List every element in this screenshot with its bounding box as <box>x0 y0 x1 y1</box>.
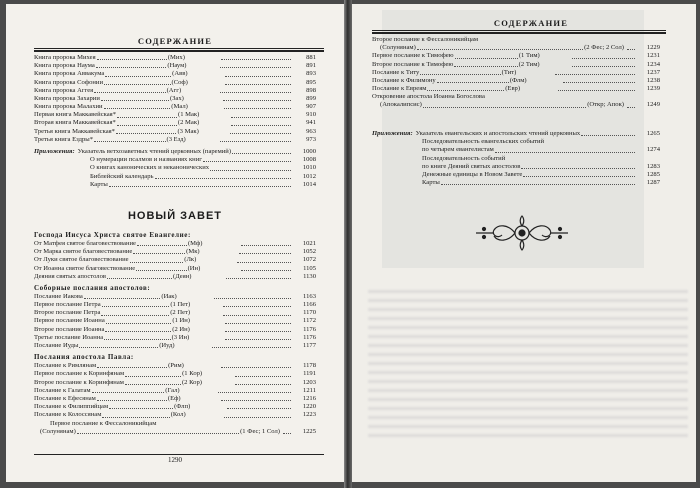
new-testament-title: НОВЫЙ ЗАВЕТ <box>127 210 222 222</box>
toc-entry-title[interactable]: Третье послание Иоанна <box>34 333 104 341</box>
toc-entry[interactable] <box>34 301 316 309</box>
toc-entry-title[interactable]: Послание к Филиппийцам <box>34 403 109 411</box>
toc-entry-title[interactable]: Вторая книга Маккавейская* <box>34 119 116 127</box>
toc-entry[interactable] <box>34 362 316 370</box>
toc-entry-title[interactable]: Книга пророка Захарии <box>34 94 100 102</box>
toc-entry-title[interactable]: Указатель ветхозаветных чтений церковных (паремий) <box>77 147 232 155</box>
toc-entry[interactable] <box>372 61 660 69</box>
toc-entry-page[interactable]: 910 <box>306 111 316 119</box>
toc-entry-abbr: (Гал) <box>165 386 180 394</box>
toc-entry-page[interactable]: 1238 <box>646 76 660 84</box>
toc-entry-abbr: (Мих) <box>167 53 185 61</box>
header-rule-thick <box>372 32 666 34</box>
header-rule-thick <box>34 50 324 52</box>
gospel-section <box>34 231 316 436</box>
toc-entry-page[interactable]: 1285 <box>646 170 660 178</box>
gospel-heading: Господа Иисуса Христа святое Евангелие: <box>34 231 191 239</box>
ornament-icon <box>472 212 572 254</box>
toc-entry-page[interactable]: 895 <box>306 78 317 86</box>
toc-entry-page[interactable]: 1012 <box>302 172 316 180</box>
toc-entry[interactable] <box>34 293 316 301</box>
toc-entry-page[interactable]: 1239 <box>646 85 661 93</box>
toc-entry-title[interactable]: Первая книга Маккавейская* <box>34 111 116 119</box>
toc-entry[interactable] <box>34 273 316 281</box>
toc-entry-page[interactable]: 1229 <box>646 44 660 52</box>
toc-entry-page[interactable]: 1163 <box>303 292 316 300</box>
nt-appendix-list <box>372 130 660 187</box>
toc-entry-abbr: (3 Мак) <box>177 127 199 135</box>
toc-entry-title[interactable]: О книгах канонических и неканонических <box>90 164 210 172</box>
toc-entry-abbr: (Авв) <box>172 70 188 78</box>
catholic-epistles-heading: Соборные послания апостолов: <box>34 283 151 292</box>
toc-entry-page[interactable]: 941 <box>306 119 316 127</box>
toc-entry[interactable] <box>34 103 316 111</box>
toc-entry-title[interactable]: Послание к Римлянам <box>34 362 97 370</box>
toc-entry-title[interactable]: Книга пророка Наума <box>34 62 95 70</box>
toc-entry[interactable] <box>34 120 316 128</box>
toc-entry-title[interactable]: Послание Иакова <box>34 292 83 300</box>
toc-entry-page[interactable]: 1191 <box>303 370 317 378</box>
toc-entry[interactable] <box>34 111 316 119</box>
toc-entry-page[interactable]: 891 <box>306 62 316 70</box>
toc-entry-abbr: (Еф) <box>167 394 181 402</box>
toc-entry-page[interactable]: 1234 <box>646 60 660 68</box>
toc-entry-abbr: (3 Езд) <box>166 135 186 143</box>
toc-entry-title[interactable]: Последовательность евангельских событий <box>422 138 545 146</box>
toc-entry-page[interactable]: 1176 <box>303 325 317 333</box>
toc-entry-title[interactable]: Послание к Филимону <box>372 76 436 84</box>
toc-entry-page[interactable]: 963 <box>306 127 317 135</box>
bleed-through-text <box>368 290 688 440</box>
toc-entry-title[interactable]: Указатель евангельских и апостольских чтений церковных <box>415 129 581 137</box>
toc-entry[interactable] <box>34 309 316 317</box>
toc-entry-title-cont[interactable]: (Апокалипсис) <box>380 101 422 109</box>
toc-entry-title[interactable]: Книга пророка Аввакума <box>34 70 105 78</box>
toc-entry-page[interactable]: 1021 <box>302 239 316 247</box>
toc-entry[interactable] <box>34 240 316 248</box>
toc-entry-abbr: (Лк) <box>184 256 197 264</box>
toc-entry-page[interactable]: 1166 <box>303 301 316 309</box>
toc-entry-page[interactable]: 1237 <box>646 68 660 76</box>
toc-entry-title[interactable]: Деяния святых апостолов <box>34 272 106 280</box>
toc-entry-abbr: (Агг) <box>166 86 182 94</box>
appendix-label: Приложения: <box>34 147 75 155</box>
toc-entry-page[interactable]: 973 <box>306 135 317 143</box>
toc-entry-page[interactable]: 1249 <box>646 101 660 109</box>
toc-entry-title[interactable]: Первое послание к Фессалоникийцам <box>50 419 157 427</box>
toc-entry-title[interactable]: Книга пророка Михея <box>34 53 96 61</box>
toc-entry-title[interactable]: От Матфея святое благовествование <box>34 239 136 247</box>
toc-entry-abbr: (2 Мак) <box>177 119 200 127</box>
toc-entry-page[interactable]: 1014 <box>302 180 316 188</box>
toc-entry-page[interactable]: 1176 <box>303 333 317 341</box>
toc-entry-abbr: (Иак) <box>161 292 177 300</box>
toc-entry-abbr: (2 Пет) <box>170 309 191 317</box>
toc-entry-abbr: (Откр; Апок) <box>587 101 624 109</box>
toc-entry-page[interactable]: 1052 <box>302 248 316 256</box>
toc-entry-page[interactable]: 1203 <box>302 378 316 386</box>
toc-entry-abbr: (Мал) <box>171 103 188 111</box>
toc-entry-abbr: (1 Мак) <box>178 111 200 119</box>
toc-entry-title[interactable]: Послание к Титу <box>372 68 420 76</box>
toc-entry-title[interactable]: Третья книга Маккавейская* <box>34 127 115 135</box>
toc-entry-abbr: (Деян) <box>173 272 192 280</box>
toc-entry-page[interactable]: 1274 <box>646 146 660 154</box>
toc-entry[interactable] <box>34 411 316 419</box>
toc-entry[interactable] <box>34 54 316 62</box>
toc-entry-title-cont[interactable]: (Солунянам) <box>40 427 76 435</box>
header-rule <box>34 48 324 49</box>
toc-entry-page[interactable]: 899 <box>306 94 317 102</box>
toc-entry[interactable] <box>34 87 316 95</box>
toc-entry-abbr: (Ин) <box>187 264 201 272</box>
ot-appendix-list <box>34 148 316 189</box>
toc-entry-abbr: (Евр) <box>505 85 521 93</box>
toc-entry-page[interactable]: 1105 <box>303 264 317 272</box>
toc-entry-abbr: (Тит) <box>501 68 517 76</box>
toc-entry-abbr: (Иуд) <box>159 342 175 350</box>
toc-entry-title[interactable]: Послание к Евреям <box>372 85 427 93</box>
toc-entry[interactable] <box>34 79 316 87</box>
toc-entry-title[interactable]: Второе послание к Коринфянам <box>34 378 124 386</box>
toc-entry-title[interactable]: Денежные единицы в Новом Завете <box>422 170 523 178</box>
toc-entry-title[interactable]: Послание Иуды <box>34 342 79 350</box>
toc-entry-page[interactable]: 1211 <box>303 386 316 394</box>
toc-entry-page[interactable]: 881 <box>306 53 316 61</box>
toc-entry[interactable] <box>34 395 316 403</box>
toc-entry-page[interactable]: 1265 <box>646 129 660 137</box>
appendix-label: Приложения: <box>372 129 413 137</box>
toc-entry-title[interactable]: Второе послание Иоанна <box>34 325 105 333</box>
page-number: 1290 <box>168 456 182 464</box>
toc-entry-page[interactable]: 1172 <box>303 317 316 325</box>
toc-entry-abbr: (Наум) <box>167 62 187 70</box>
toc-entry-page[interactable]: 1010 <box>302 164 316 172</box>
ot-book-list <box>34 54 316 144</box>
toc-entry-title[interactable]: Первое послание Петра <box>34 301 101 309</box>
footer-rule <box>34 454 324 455</box>
toc-entry-abbr: (1 Тим) <box>518 52 540 60</box>
toc-entry[interactable] <box>34 318 316 326</box>
toc-entry[interactable] <box>34 342 316 350</box>
left-page-header: СОДЕРЖАНИЕ <box>137 36 213 46</box>
toc-entry-abbr: (1 Пет) <box>170 301 191 309</box>
toc-entry-title[interactable]: Третья книга Ездры* <box>34 135 94 143</box>
toc-entry-title[interactable]: Первое послание к Коринфянам <box>34 370 125 378</box>
toc-entry-title[interactable]: О нумерации псалмов и названиях книг <box>90 156 202 164</box>
toc-entry-title[interactable]: От Марка святое благовествование <box>34 248 133 256</box>
toc-entry-title[interactable]: Второе послание к Фессалоникийцам <box>372 35 479 43</box>
toc-entry-abbr: (2 Тим) <box>518 60 540 68</box>
toc-entry[interactable] <box>34 403 316 411</box>
toc-entry-abbr: (Мф) <box>187 239 203 247</box>
toc-entry[interactable] <box>34 62 316 70</box>
toc-entry-abbr: (3 Ин) <box>171 333 190 341</box>
toc-entry-page[interactable]: 1177 <box>303 342 316 350</box>
toc-entry-page[interactable]: 1178 <box>303 362 317 370</box>
toc-entry-title[interactable]: Второе послание Петра <box>34 309 101 317</box>
toc-entry-page[interactable]: 1072 <box>302 256 316 264</box>
pauline-epistles-heading: Послания апостола Павла: <box>34 353 134 362</box>
toc-entry-page[interactable]: 1170 <box>303 309 317 317</box>
toc-entry-abbr: (Флм) <box>509 76 527 84</box>
toc-entry-page[interactable]: 1223 <box>302 411 316 419</box>
toc-entry-abbr: (Зах) <box>169 94 184 102</box>
toc-entry-page[interactable]: 1000 <box>302 147 316 155</box>
toc-entry[interactable] <box>372 77 660 85</box>
toc-entry[interactable] <box>372 85 660 93</box>
header-rule <box>372 30 666 31</box>
toc-entry-title[interactable]: Послание к Колоссянам <box>34 411 102 419</box>
toc-entry-title[interactable]: Последовательность событий <box>422 154 506 162</box>
toc-entry-page[interactable]: 898 <box>306 86 316 94</box>
toc-entry-abbr: (Кол) <box>170 411 186 419</box>
toc-entry-abbr: (Соф) <box>171 78 188 86</box>
toc-entry-page[interactable]: 1231 <box>646 52 660 60</box>
left-page <box>6 4 344 482</box>
toc-entry-title[interactable]: Книга пророка Малахии <box>34 103 103 111</box>
toc-entry-title-cont[interactable]: по книге Деяний святых апостолов <box>422 162 521 170</box>
toc-entry-title[interactable]: Послание к Ефесянам <box>34 394 96 402</box>
toc-entry-abbr: (1 Ин) <box>172 317 191 325</box>
toc-entry[interactable] <box>34 326 316 334</box>
toc-entry-title[interactable]: От Иоанна святое благовествование <box>34 264 136 272</box>
toc-entry[interactable] <box>34 128 316 136</box>
toc-entry-page[interactable]: 1216 <box>302 394 316 402</box>
toc-entry[interactable] <box>34 256 316 264</box>
toc-entry-page[interactable]: 1287 <box>646 179 660 187</box>
toc-entry-title[interactable]: Послание к Галатам <box>34 386 91 394</box>
toc-entry-title[interactable]: Книга пророка Софонии <box>34 78 103 86</box>
toc-entry-abbr: (2 Кор) <box>181 378 202 386</box>
right-book-list <box>372 36 660 110</box>
toc-entry-page[interactable]: 893 <box>306 70 316 78</box>
toc-entry-title[interactable]: Второе послание к Тимофею <box>372 60 454 68</box>
toc-entry[interactable] <box>34 370 316 378</box>
toc-entry[interactable] <box>34 265 316 273</box>
toc-entry-title[interactable]: Карты <box>422 179 440 187</box>
toc-entry-title[interactable]: Карты <box>90 180 108 188</box>
toc-entry-title[interactable]: Первое послание к Тимофею <box>372 52 454 60</box>
toc-entry-abbr: (2 Ин) <box>172 325 190 333</box>
toc-entry-title[interactable]: Библейский календарь <box>90 172 154 180</box>
toc-entry-title[interactable]: Первое послание Иоанна <box>34 317 105 325</box>
toc-entry-title[interactable]: Книга пророка Аггея <box>34 86 94 94</box>
toc-entry[interactable] <box>34 136 316 144</box>
right-page-header: СОДЕРЖАНИЕ <box>493 18 569 28</box>
toc-entry[interactable] <box>34 95 316 103</box>
toc-entry-page[interactable]: 1225 <box>302 427 316 435</box>
toc-entry-abbr: (Мк) <box>186 248 200 256</box>
toc-entry[interactable] <box>34 248 316 256</box>
toc-entry-page[interactable]: 1283 <box>646 162 660 170</box>
toc-entry[interactable] <box>34 334 316 342</box>
toc-entry[interactable] <box>372 69 660 77</box>
toc-entry-abbr: (1 Кор) <box>182 370 203 378</box>
toc-entry-page[interactable]: 1220 <box>302 403 316 411</box>
toc-entry[interactable] <box>372 52 660 60</box>
toc-entry-abbr: (1 Фес; 1 Сол) <box>240 427 280 435</box>
toc-entry-page[interactable]: 1130 <box>303 272 317 280</box>
toc-entry-abbr: (Флп) <box>174 403 191 411</box>
toc-entry-title-cont[interactable]: по четырем евангелистам <box>422 146 494 154</box>
toc-entry[interactable] <box>34 387 316 395</box>
toc-entry-page[interactable]: 907 <box>306 103 316 111</box>
right-page <box>352 4 696 482</box>
toc-entry-page[interactable]: 1008 <box>302 156 316 164</box>
toc-entry-abbr: (2 Фес; 2 Сол) <box>584 44 624 52</box>
book-gutter <box>344 0 352 488</box>
toc-entry[interactable] <box>34 70 316 78</box>
toc-entry-title[interactable]: От Луки святое благовествование <box>34 256 129 264</box>
toc-entry-title-cont[interactable]: (Солунянам) <box>380 44 416 52</box>
toc-entry-title[interactable]: Откровение апостола Иоанна Богослова <box>372 93 485 101</box>
toc-entry-abbr: (Рим) <box>168 362 184 370</box>
toc-entry[interactable] <box>34 379 316 387</box>
